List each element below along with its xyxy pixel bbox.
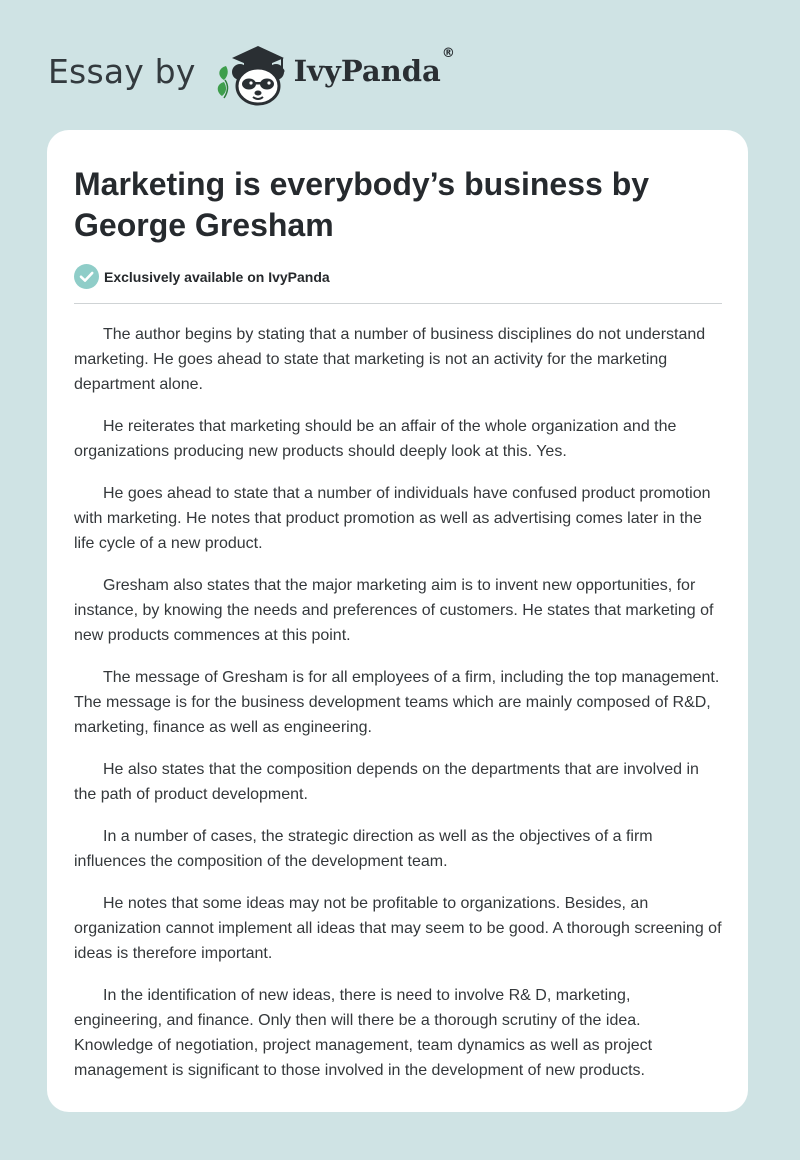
paragraph: The author begins by stating that a number of business disciplines do not understand marketing. He goes ahead to state that marketing is not an activity for the marketing department alone.: [74, 326, 706, 393]
exclusive-badge-label: Exclusively available on IvyPanda: [104, 268, 330, 285]
registered-mark: ®: [441, 45, 455, 61]
paragraph: He notes that some ideas may not be profitable to organizations. Besides, an organization cannot implement all ideas that may seem to be good. A thorough screening of ideas is therefore important.: [74, 895, 722, 962]
brand-prefix: Essay by: [48, 51, 196, 91]
brand-name-text: IvyPanda: [293, 53, 441, 88]
panda-graduate-logo-icon: [212, 36, 302, 106]
essay-title: Marketing is everybody’s business by George Gresham: [74, 166, 650, 243]
brand-name: [293, 45, 455, 88]
brand-header[interactable]: [48, 36, 455, 106]
essay-card: [47, 130, 748, 1112]
paragraph: He also states that the composition depends on the departments that are involved in the path of product development.: [74, 761, 699, 803]
essay-body: [74, 322, 722, 1083]
paragraph: He reiterates that marketing should be an affair of the whole organization and the organizations producing new products should deeply look at this. Yes.: [74, 418, 677, 460]
paragraph: In a number of cases, the strategic direction as well as the objectives of a firm influences the composition of the development team.: [74, 828, 653, 870]
exclusive-badge: [74, 264, 722, 289]
paragraph: He goes ahead to state that a number of individuals have confused product promotion with marketing. He notes that product promotion as well as advertising comes later in the life cycle of a new product.: [74, 485, 711, 552]
paragraph: In the identification of new ideas, there is need to involve R& D, marketing, engineering, and finance. Only then will there be a thorough scrutiny of the idea. Knowledge of negotiation, project management, team dynamics as well as project management is significant to those involved in the development of new products.: [74, 987, 653, 1079]
divider: [74, 303, 722, 304]
paragraph: The message of Gresham is for all employees of a firm, including the top management. The message is for the business development teams which are mainly composed of R&D, marketing, finance as well as engineering.: [74, 669, 720, 736]
paragraph: Gresham also states that the major marketing aim is to invent new opportunities, for instance, by knowing the needs and preferences of customers. He states that marketing of new products commences at this point.: [74, 577, 714, 644]
check-circle-icon: [74, 264, 99, 289]
